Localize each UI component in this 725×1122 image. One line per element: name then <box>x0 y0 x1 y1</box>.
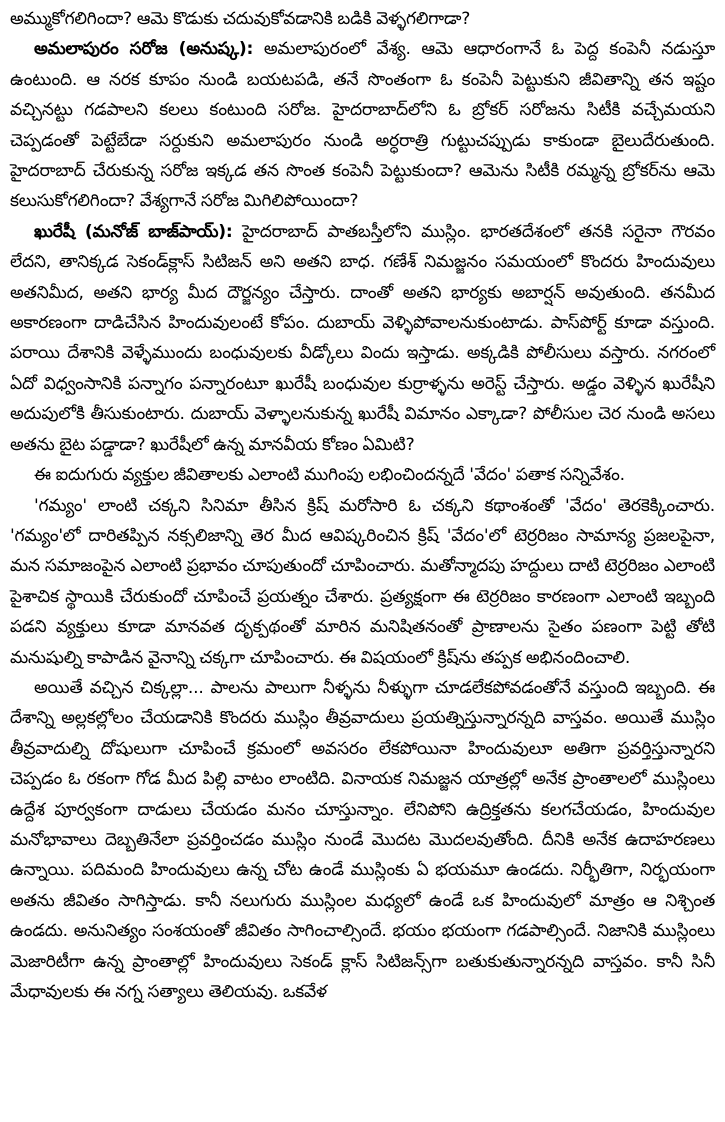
character-name: అమలాపురం సరోజ (అనుష్క): <box>34 39 254 60</box>
paragraph-critique <box>10 673 715 1007</box>
paragraph-text: ఈ ఐదుగురు వ్యక్తుల జీవితాలకు ఎలాంటి ముగింపు లభించిందన్నదే 'వేదం' పతాక సన్నివేశం. <box>34 465 625 486</box>
paragraph-continuation <box>10 4 715 34</box>
paragraph-character-qureshi <box>10 217 715 460</box>
character-name: ఖురేషీ (మనోజ్ బాజ్‌పాయ్): <box>34 221 233 242</box>
paragraph-text: 'గమ్యం' లాంటి చక్కని సినిమా తీసిన క్రిష్ మరోసారి ఓ చక్కని కథాంశంతో 'వేదం' తెరకెక్కించారు. 'గమ్యం'లో దారితప్పిన నక్సలిజాన్ని తెర మీద ఆవిష్కరించిన క్రిష్ 'వేదం'లో టెర్రరిజం సామాన్య ప్రజలపైనా, మన సమాజంపైన ఎలాంటి ప్రభావం చూపుతుందో చూపించారు. మతోన్మాదపు హద్దులు దాటి టెర్రరిజం ఎలాంటి పైశాచిక స్థాయికి చేరుకుందో చూపించే ప్రయత్నం చేశారు. ప్రత్యక్షంగా ఈ టెర్రరిజం కారణంగా ఎలాంటి ఇబ్బంది పడని వ్యక్తులు కూడా మానవత దృక్పథంతో మారిన మనిషితనంతో ప్రాణాలను సైతం పణంగా పెట్టి తోటి మనుషుల్ని కాపాడిన వైనాన్ని చక్కగా చూపించారు. ఈ విషయంలో క్రిష్‌ను తప్పక అభినందించాలి. <box>10 495 715 668</box>
paragraph-text: హైదరాబాద్ పాతబస్తీలోని ముస్లిం. భారతదేశంలో తనకి సరైనా గౌరవం లేదని, తానిక్కడ సెకండ్‌క్లాస్ సిటిజన్ అని అతని బాధ. గణేశ్ నిమజ్జనం సమయంలో కొందరు హిందువులు అతనిమీద, అతని భార్య మీద దౌర్జన్యం చేస్తారు. దాంతో అతని భార్యకు అబార్షన్ అవుతుంది. తనమీద అకారణంగా దాడిచేసిన హిందువులంటే కోపం. దుబాయ్ వెళ్ళిపోవాలనుకుంటాడు. పాస్‌పోర్ట్ కూడా వస్తుంది. పరాయి దేశానికి వెళ్ళేముందు బంధువులకు వీడ్కోలు విందు ఇస్తాడు. అక్కడికి పోలీసులు వస్తారు. నగరంలో ఏదో విధ్వంసానికి పన్నాగం పన్నారంటూ ఖురేషీ బంధువుల కుర్రాళ్ళను అరెస్ట్ చేస్తారు. అడ్డం వెళ్ళిన ఖురేషీని అదుపులోకి తీసుకుంటారు. దుబాయ్ వెళ్ళాలనుకున్న ఖురేషీ విమానం ఎక్కాడా? పోలీసుల చెర నుండి అసలు అతను బైట పడ్డాడా? ఖురేషీలో ఉన్న మానవీయ కోణం ఏమిటి? <box>10 221 716 455</box>
paragraph-text: అయితే వచ్చిన చిక్కల్లా... పాలను పాలుగా నీళ్ళను నీళ్ళుగా చూడలేకపోవడంతోనే వస్తుంది ఇబ్బంది. ఈ దేశాన్ని అల్లకల్లోలం చేయడానికి కొందరు ముస్లిం తీవ్రవాదులు ప్రయత్నిస్తున్నారన్నది వాస్తవం. అయితే ముస్లిం తీవ్రవాదుల్ని దోషులుగా చూపించే క్రమంలో అవసరం లేకపోయినా హిందువులూ అతిగా ప్రవర్తిస్తున్నారని చెప్పడం ఓ రకంగా గోడ మీద పిల్లి వాటం లాంటిది. వినాయక నిమజ్జన యాత్రల్లో అనేక ప్రాంతాలలో ముస్లింలు ఉద్దేశ పూర్వకంగా దాడులు చేయడం మనం చూస్తున్నాం. లేనిపోని ఉద్రిక్తతను కలగచేయడం, హిందువుల మనోభావాలు దెబ్బతినేలా ప్రవర్తించడం ముస్లిం నుండే మొదట మొదలవుతోంది. దీనికి అనేక ఉదాహరణలు ఉన్నాయి. పదిమంది హిందువులు ఉన్న చోట ఉండే ముస్లింకు ఏ భయమూ ఉండదు. నిర్భీతిగా, నిర్భయంగా అతను జీవితం సాగిస్తాడు. కానీ నలుగురు ముస్లింల మధ్యలో ఉండే ఒక హిందువులో మాత్రం ఆ నిశ్చింత ఉండదు. అనునిత్యం సంశయంతో జీవితం సాగించాల్సిందే. భయం భయంగా గడపాల్సిందే. నిజానికి ముస్లింలు మెజారిటీగా ఉన్న ప్రాంతాల్లో హిందువులు సెకండ్ క్లాస్ సిటిజన్స్‌గా బతుకుతున్నారన్నది వాస్తవం. కానీ సినీ మేధావులకు ఈ నగ్న సత్యాలు తెలియవు. ఒకవేళ <box>10 677 715 1002</box>
paragraph-text: అమ్ముకోగలిగిందా? ఆమె కొడుకు చదువుకోవడానికి బడికి వెళ్ళగలిగాడా? <box>10 9 471 29</box>
paragraph-review <box>10 491 715 673</box>
paragraph-text: అమలాపురంలో వేశ్య. ఆమె ఆధారంగానే ఓ పెద్ద కంపెనీ నడుస్తూ ఉంటుంది. ఆ నరక కూపం నుండి బయటపడి, తనే సొంతంగా ఓ కంపెనీ పెట్టుకుని జీవితాన్ని తన ఇష్టం వచ్చినట్టు గడపాలని కలలు కంటుంది సరోజ. హైదరాబాద్‌లోని ఓ బ్రోకర్ సరోజను సిటీకి వచ్చేమయని చెప్పడంతో పెట్టేబేడా సర్దుకుని అమలాపురం నుండి అర్ధరాత్రి గుట్టుచప్పుడు కాకుండా బైలుదేరుతుంది. హైదరాబాద్ చేరుకున్న సరోజ ఇక్కడ తన సొంత కంపెనీ పెట్టుకుందా? ఆమెను సిటీకి రమ్మన్న బ్రోకర్‌ను ఆమె కలుసుకోగలిగిందా? వేశ్యగానే సరోజ మిగిలిపోయిందా? <box>10 39 715 212</box>
paragraph-character-saroja <box>10 34 715 216</box>
paragraph-climax <box>10 460 715 490</box>
